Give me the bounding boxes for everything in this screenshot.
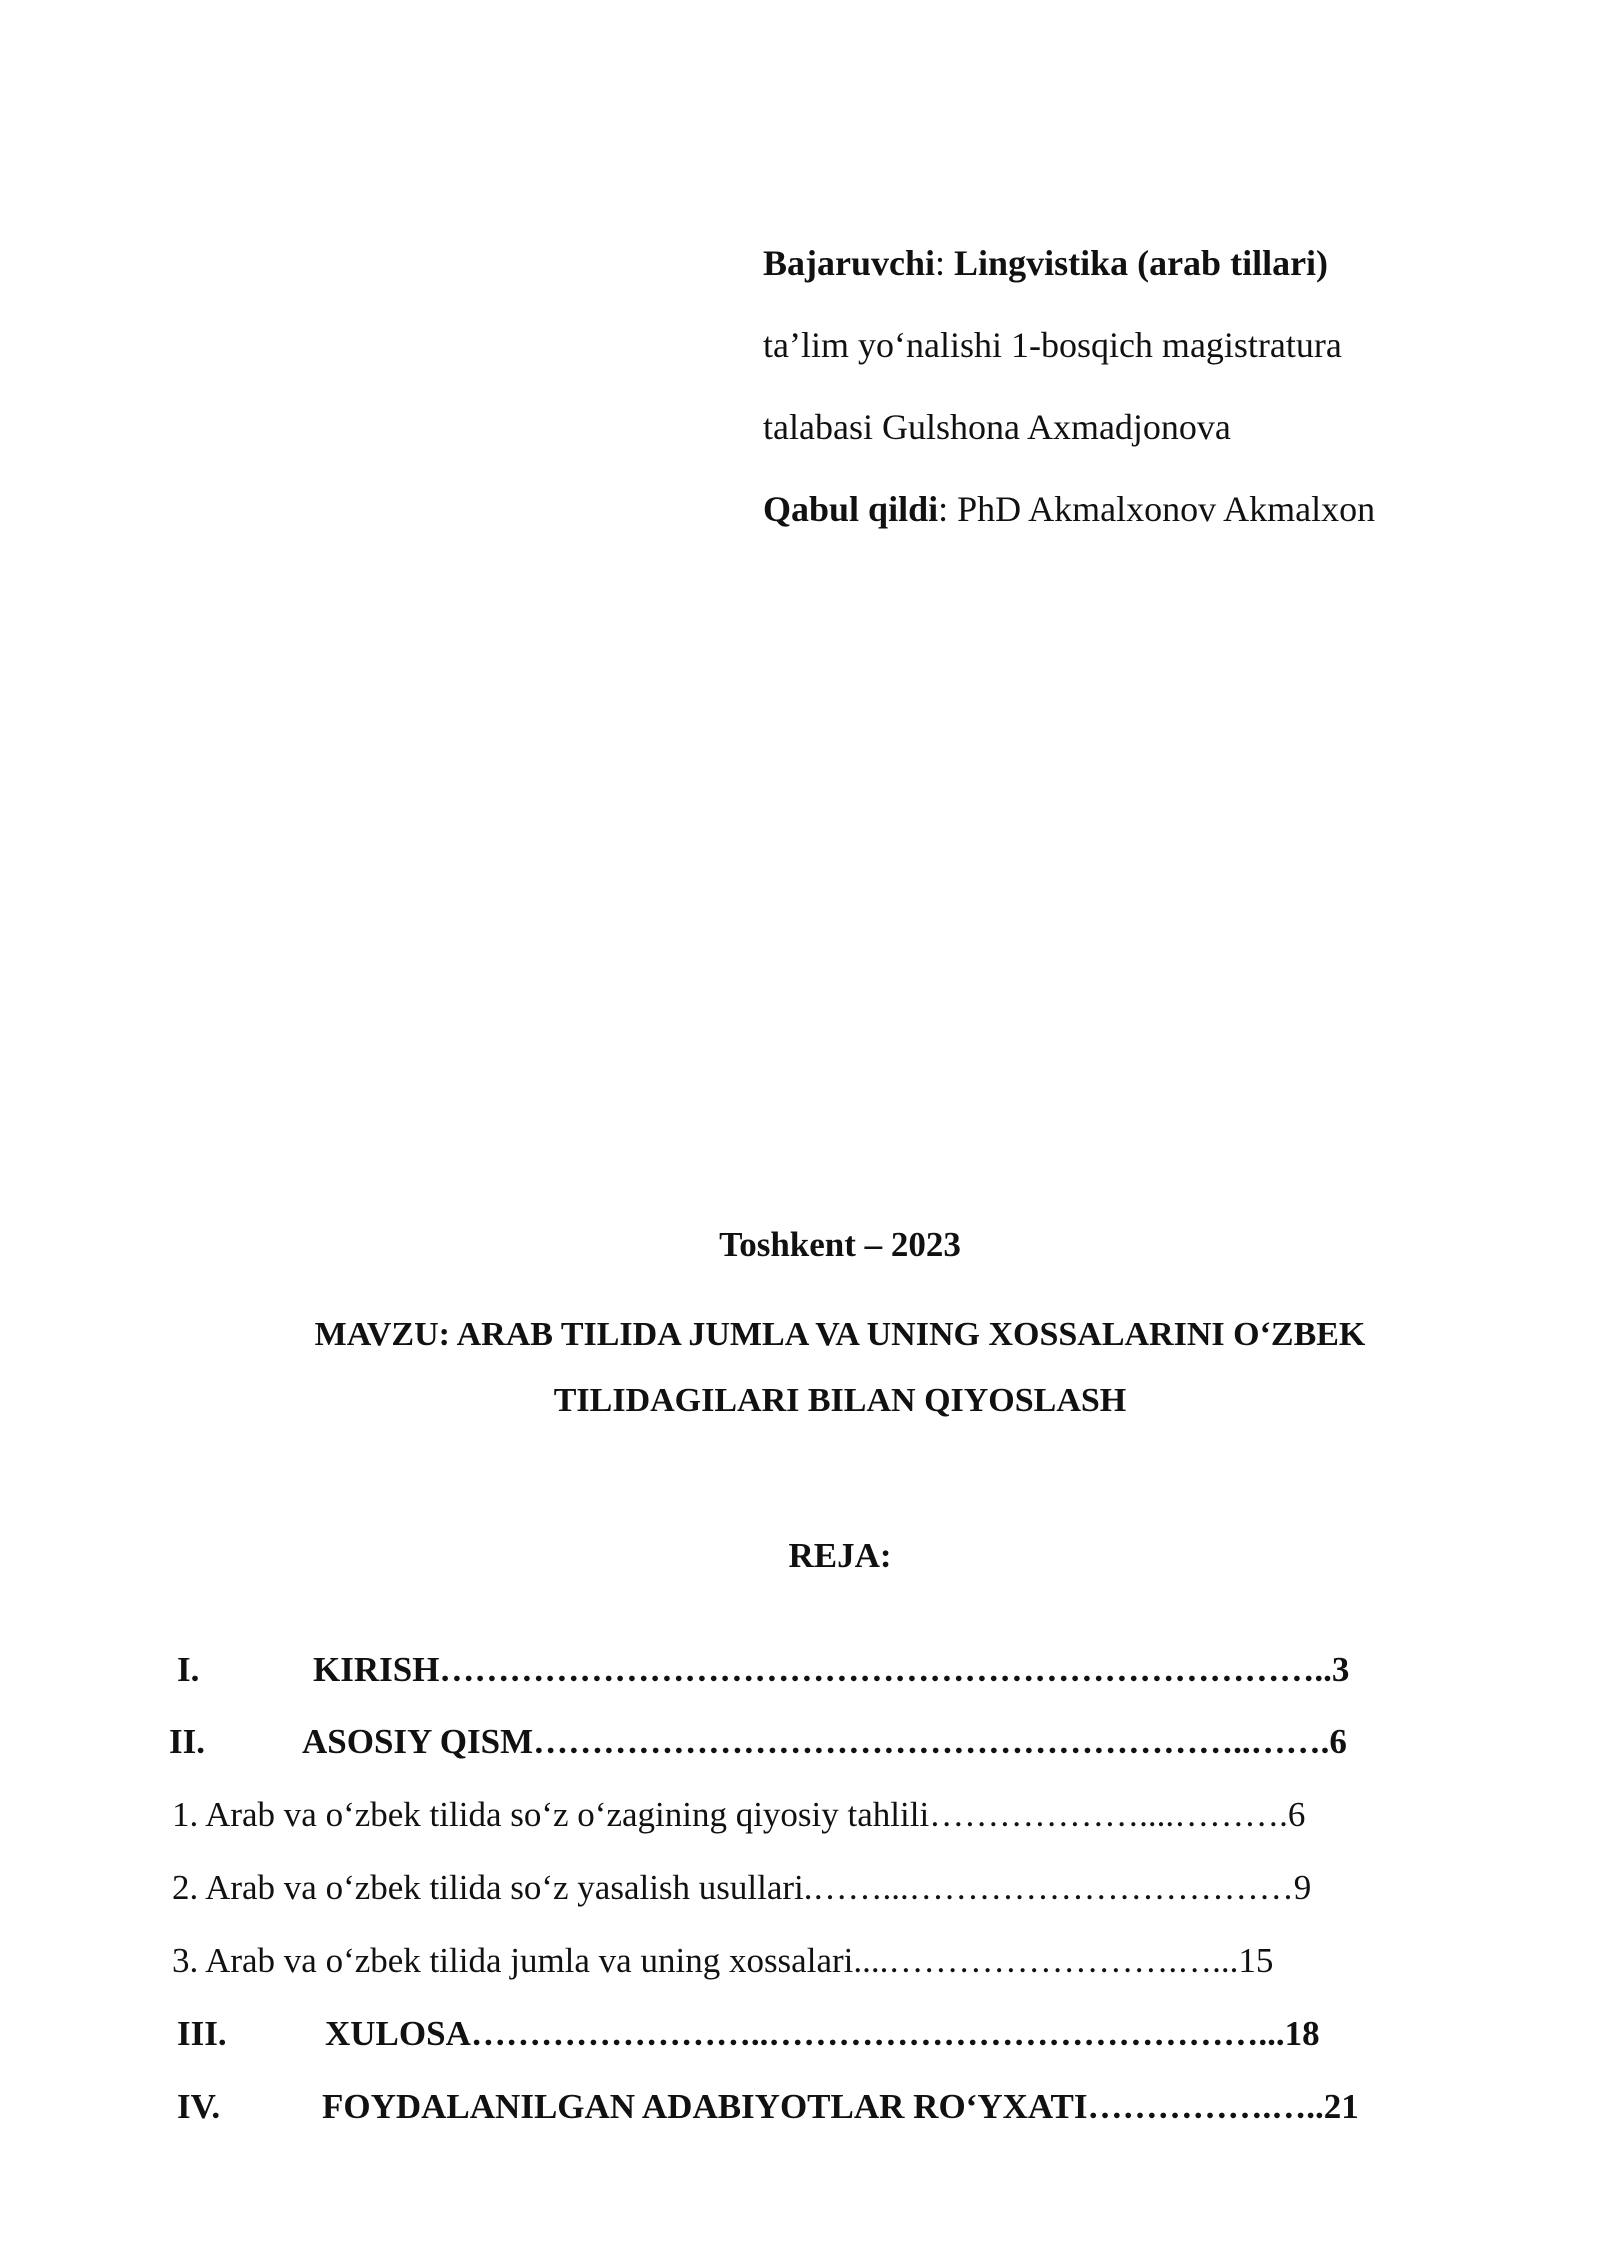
toc-item-number: I. [177,1650,200,1689]
program-line: ta’lim yo‘nalishi 1-bosqich magistratura [763,325,1342,365]
performer-line: Bajaruvchi: Lingvistika (arab tillari) [763,243,1329,283]
toc-item-text: KIRISH…………………………………………………………………..3 [313,1650,1350,1689]
topic-title [200,1302,1480,1434]
accepted-label: Qabul qildi [763,489,939,529]
toc-item-text: 1. Arab va o‘zbek tilida so‘z o‘zagining qiyosiy tahlili………………....……….6 [172,1795,1306,1834]
accepted-value: : PhD Akmalxonov Akmalxon [938,489,1376,529]
toc-item-number: III. [177,2014,227,2053]
student-line: talabasi Gulshona Axmadjonova [763,407,1231,447]
toc-item-text: XULOSA……………………..……………………………………...18 [325,2014,1320,2053]
accepted-line [763,468,1543,550]
toc-item-text: ASOSIY QISM……………………………………………………..…….6 [302,1722,1347,1761]
toc-item-number: II. [169,1722,205,1761]
toc-item-text: FOYDALANILGAN ADABIYOTLAR RO‘YXATI…………….…..21 [322,2087,1359,2126]
city-year: Toshkent – 2023 [719,1225,961,1264]
performer-value: Lingvistika (arab tillari) [954,243,1329,283]
toc-item-text: 3. Arab va o‘zbek tilida jumla va uning xossalari....…………………….…...15 [172,1941,1274,1980]
performer-label: Bajaruvchi [763,243,936,283]
topic-line-2: TILIDAGILARI BILAN QIYOSLASH [553,1382,1127,1419]
toc-item-number: IV. [177,2087,221,2126]
toc-item-text: 2. Arab va o‘zbek tilida so‘z yasalish usullari.……...……………………………9 [172,1868,1312,1907]
author-block [763,222,1543,550]
topic-line-1: MAVZU: ARAB TILIDA JUMLA VA UNING XOSSALARINI O‘ZBEK [314,1316,1366,1353]
plan-heading: REJA: [788,1536,892,1575]
